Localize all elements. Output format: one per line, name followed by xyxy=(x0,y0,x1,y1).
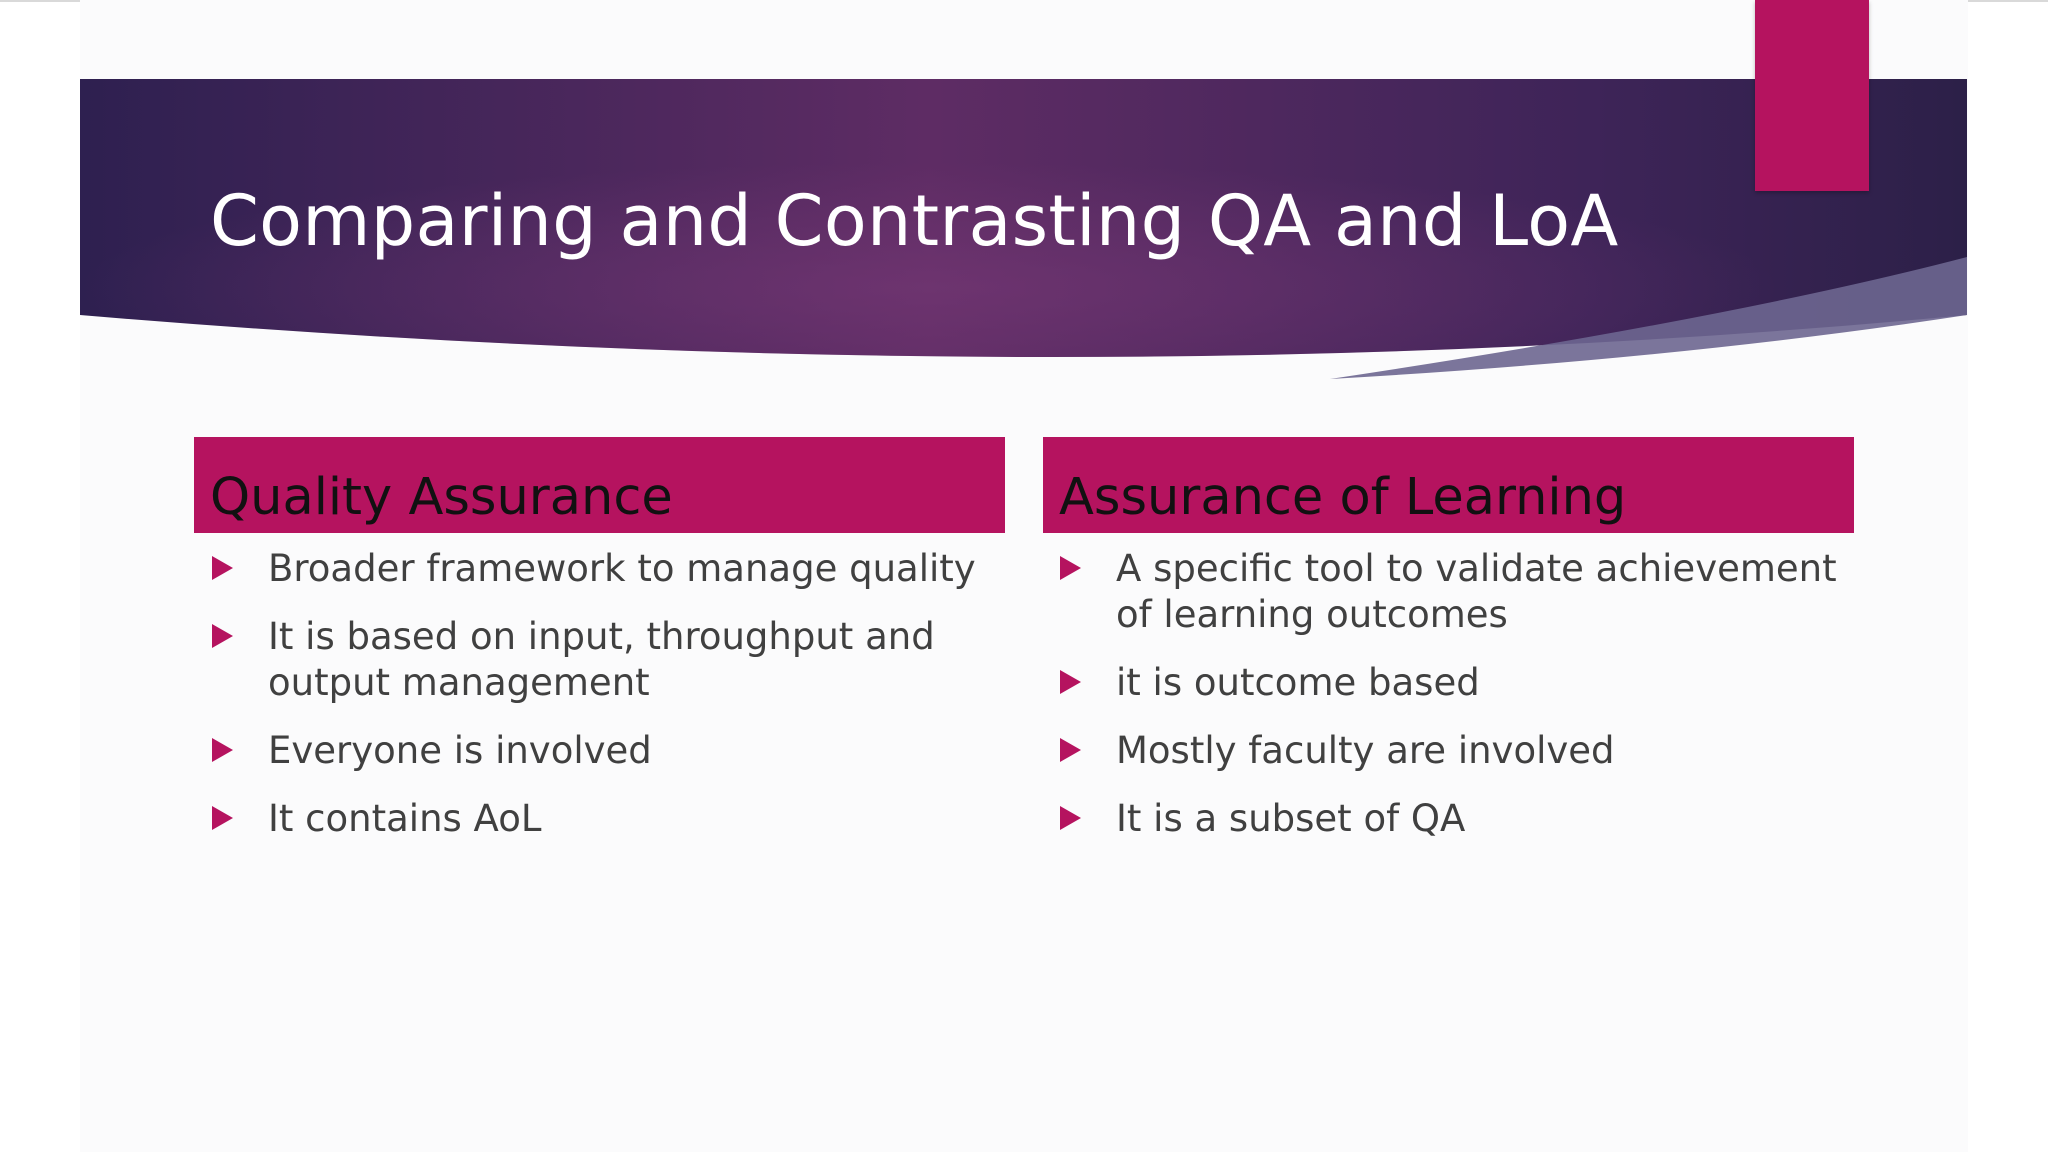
triangle-right-icon xyxy=(212,556,233,580)
list-item-text: It contains AoL xyxy=(268,797,542,840)
list-item xyxy=(1058,546,1838,638)
list-item xyxy=(1058,660,1838,706)
triangle-right-icon xyxy=(1060,806,1081,830)
triangle-right-icon xyxy=(1060,556,1081,580)
list-item-text: Mostly faculty are involved xyxy=(1116,729,1615,772)
list-item xyxy=(210,796,990,842)
list-item-text: It is based on input, throughput and output management xyxy=(268,615,935,704)
bullet-list-assurance-of-learning xyxy=(1058,546,1838,864)
triangle-right-icon xyxy=(212,806,233,830)
column-header-label: Assurance of Learning xyxy=(1059,468,1627,527)
list-item-text: It is a subset of QA xyxy=(1116,797,1466,840)
triangle-right-icon xyxy=(212,624,233,648)
list-item xyxy=(210,546,990,592)
list-item-text: Everyone is involved xyxy=(268,729,652,772)
slide-title: Comparing and Contrasting QA and LoA xyxy=(210,180,1619,262)
list-item-text: Broader framework to manage quality xyxy=(268,547,976,590)
triangle-right-icon xyxy=(212,738,233,762)
list-item xyxy=(1058,796,1838,842)
bullet-list-quality-assurance xyxy=(210,546,990,864)
triangle-right-icon xyxy=(1060,670,1081,694)
column-header-quality-assurance xyxy=(194,437,1005,533)
list-item xyxy=(210,614,990,706)
list-item-text: it is outcome based xyxy=(1116,661,1480,704)
column-header-assurance-of-learning xyxy=(1043,437,1854,533)
list-item-text: A specific tool to validate achievement of learning outcomes xyxy=(1116,547,1837,636)
triangle-right-icon xyxy=(1060,738,1081,762)
column-header-label: Quality Assurance xyxy=(210,468,673,527)
list-item xyxy=(210,728,990,774)
accent-tab xyxy=(1755,0,1869,191)
list-item xyxy=(1058,728,1838,774)
